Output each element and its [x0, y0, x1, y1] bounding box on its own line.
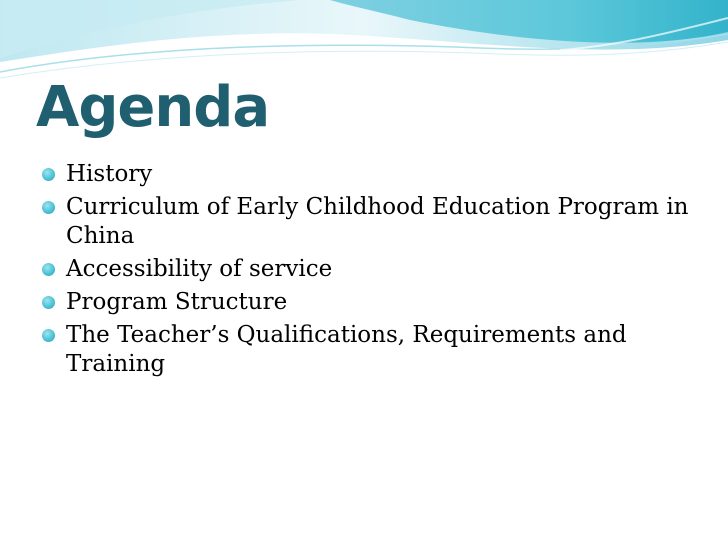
slide-title: Agenda — [36, 75, 270, 140]
list-item — [40, 255, 690, 284]
list-item-text: The Teacher’s Qualifications, Requirements and Training — [66, 322, 627, 377]
round-bullet-icon — [42, 263, 55, 276]
list-item-text: History — [66, 161, 153, 187]
list-item-text: Curriculum of Early Childhood Education Program in China — [66, 194, 689, 249]
list-item-text: Program Structure — [66, 289, 288, 315]
list-item — [40, 321, 690, 379]
list-item — [40, 288, 690, 317]
agenda-list — [40, 160, 690, 383]
round-bullet-icon — [42, 296, 55, 309]
round-bullet-icon — [42, 168, 55, 181]
round-bullet-icon — [42, 201, 55, 214]
round-bullet-icon — [42, 329, 55, 342]
list-item — [40, 193, 690, 251]
list-item — [40, 160, 690, 189]
list-item-text: Accessibility of service — [66, 256, 333, 282]
